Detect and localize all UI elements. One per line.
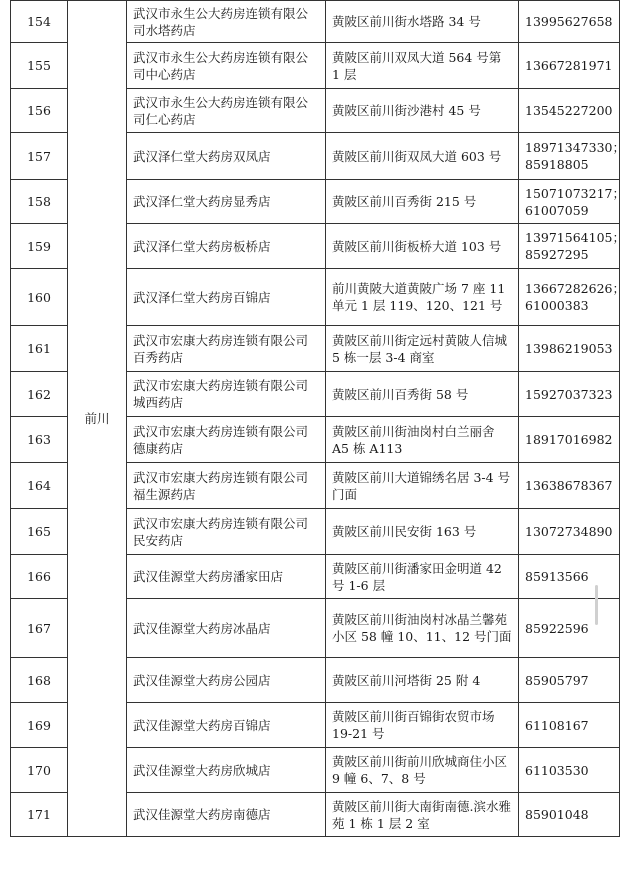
pharmacy-address: 黄陂区前川百秀街 58 号 — [326, 372, 519, 417]
pharmacy-address: 黄陂区前川街板桥大道 103 号 — [326, 224, 519, 269]
pharmacy-name: 武汉市永生公大药房连锁有限公司水塔药店 — [127, 1, 326, 43]
pharmacy-name: 武汉泽仁堂大药房双凤店 — [127, 133, 326, 180]
pharmacy-address: 黄陂区前川街定远村黄陂人信城 5 栋一层 3-4 商室 — [326, 326, 519, 372]
pharmacy-name: 武汉佳源堂大药房公园店 — [127, 658, 326, 703]
row-number: 163 — [11, 417, 68, 463]
pharmacy-table — [10, 0, 625, 837]
district-cell: 前川 — [68, 1, 127, 837]
pharmacy-address: 黄陂区前川河塔街 25 附 4 — [326, 658, 519, 703]
pharmacy-name: 武汉佳源堂大药房百锦店 — [127, 703, 326, 748]
pharmacy-address: 黄陂区前川街前川欣城商住小区 9 幢 6、7、8 号 — [326, 748, 519, 793]
row-number: 169 — [11, 703, 68, 748]
pharmacy-name: 武汉市宏康大药房连锁有限公司德康药店 — [127, 417, 326, 463]
pharmacy-phone: 85913566 — [519, 555, 620, 599]
row-number: 165 — [11, 509, 68, 555]
pharmacy-phone: 85905797 — [519, 658, 620, 703]
pharmacy-phone: 13072734890 — [519, 509, 620, 555]
pharmacy-address: 前川黄陂大道黄陂广场 7 座 11 单元 1 层 119、120、121 号 — [326, 269, 519, 326]
row-number: 155 — [11, 43, 68, 89]
pharmacy-name: 武汉佳源堂大药房冰晶店 — [127, 599, 326, 658]
row-number: 171 — [11, 793, 68, 837]
pharmacy-phone: 13638678367 — [519, 463, 620, 509]
pharmacy-address: 黄陂区前川街双凤大道 603 号 — [326, 133, 519, 180]
pharmacy-phone: 13995627658 — [519, 1, 620, 43]
row-number: 158 — [11, 180, 68, 224]
pharmacy-name: 武汉泽仁堂大药房板桥店 — [127, 224, 326, 269]
pharmacy-phone: 85922596 — [519, 599, 620, 658]
pharmacy-phone: 61108167 — [519, 703, 620, 748]
pharmacy-address: 黄陂区前川街沙港村 45 号 — [326, 89, 519, 133]
row-number: 157 — [11, 133, 68, 180]
pharmacy-address: 黄陂区前川街油岗村冰晶兰馨苑小区 58 幢 10、11、12 号门面 — [326, 599, 519, 658]
pharmacy-phone: 13545227200 — [519, 89, 620, 133]
pharmacy-name: 武汉市宏康大药房连锁有限公司民安药店 — [127, 509, 326, 555]
row-number: 167 — [11, 599, 68, 658]
pharmacy-name: 武汉泽仁堂大药房显秀店 — [127, 180, 326, 224]
table-row — [11, 1, 620, 43]
pharmacy-phone: 18917016982 — [519, 417, 620, 463]
pharmacy-table-body — [11, 1, 625, 837]
pharmacy-address: 黄陂区前川街油岗村白兰丽舍 A5 栋 A113 — [326, 417, 519, 463]
pharmacy-phone: 13971564105；85927295 — [519, 224, 620, 269]
row-number: 170 — [11, 748, 68, 793]
pharmacy-address: 黄陂区前川双凤大道 564 号第 1 层 — [326, 43, 519, 89]
pharmacy-phone: 13986219053 — [519, 326, 620, 372]
pharmacy-phone: 13667281971 — [519, 43, 620, 89]
pharmacy-address: 黄陂区前川民安街 163 号 — [326, 509, 519, 555]
pharmacy-address: 黄陂区前川百秀街 215 号 — [326, 180, 519, 224]
pharmacy-name: 武汉泽仁堂大药房百锦店 — [127, 269, 326, 326]
pharmacy-address: 黄陂区前川街大南街南德.滨水雅苑 1 栋 1 层 2 室 — [326, 793, 519, 837]
row-number: 166 — [11, 555, 68, 599]
pharmacy-phone: 85901048 — [519, 793, 620, 837]
pharmacy-address: 黄陂区前川街潘家田金明道 42 号 1-6 层 — [326, 555, 519, 599]
pharmacy-name: 武汉市永生公大药房连锁有限公司仁心药店 — [127, 89, 326, 133]
pharmacy-phone: 15071073217；61007059 — [519, 180, 620, 224]
pharmacy-address: 黄陂区前川街水塔路 34 号 — [326, 1, 519, 43]
row-number: 160 — [11, 269, 68, 326]
pharmacy-phone: 18971347330；85918805 — [519, 133, 620, 180]
pharmacy-name: 武汉市宏康大药房连锁有限公司福生源药店 — [127, 463, 326, 509]
pharmacy-phone: 13667282626；61000383 — [519, 269, 620, 326]
pharmacy-name: 武汉市宏康大药房连锁有限公司百秀药店 — [127, 326, 326, 372]
row-number: 168 — [11, 658, 68, 703]
row-number: 154 — [11, 1, 68, 43]
pharmacy-name: 武汉市永生公大药房连锁有限公司中心药店 — [127, 43, 326, 89]
row-number: 159 — [11, 224, 68, 269]
pharmacy-name: 武汉佳源堂大药房潘家田店 — [127, 555, 326, 599]
pharmacy-address: 黄陂区前川街百锦街农贸市场 19-21 号 — [326, 703, 519, 748]
scrollbar-thumb[interactable] — [595, 585, 598, 625]
row-number: 156 — [11, 89, 68, 133]
row-number: 164 — [11, 463, 68, 509]
row-number: 162 — [11, 372, 68, 417]
row-number: 161 — [11, 326, 68, 372]
pharmacy-name: 武汉市宏康大药房连锁有限公司城西药店 — [127, 372, 326, 417]
pharmacy-phone: 61103530 — [519, 748, 620, 793]
pharmacy-address: 黄陂区前川大道锦绣名居 3-4 号门面 — [326, 463, 519, 509]
pharmacy-name: 武汉佳源堂大药房欣城店 — [127, 748, 326, 793]
pharmacy-name: 武汉佳源堂大药房南德店 — [127, 793, 326, 837]
pharmacy-phone: 15927037323 — [519, 372, 620, 417]
